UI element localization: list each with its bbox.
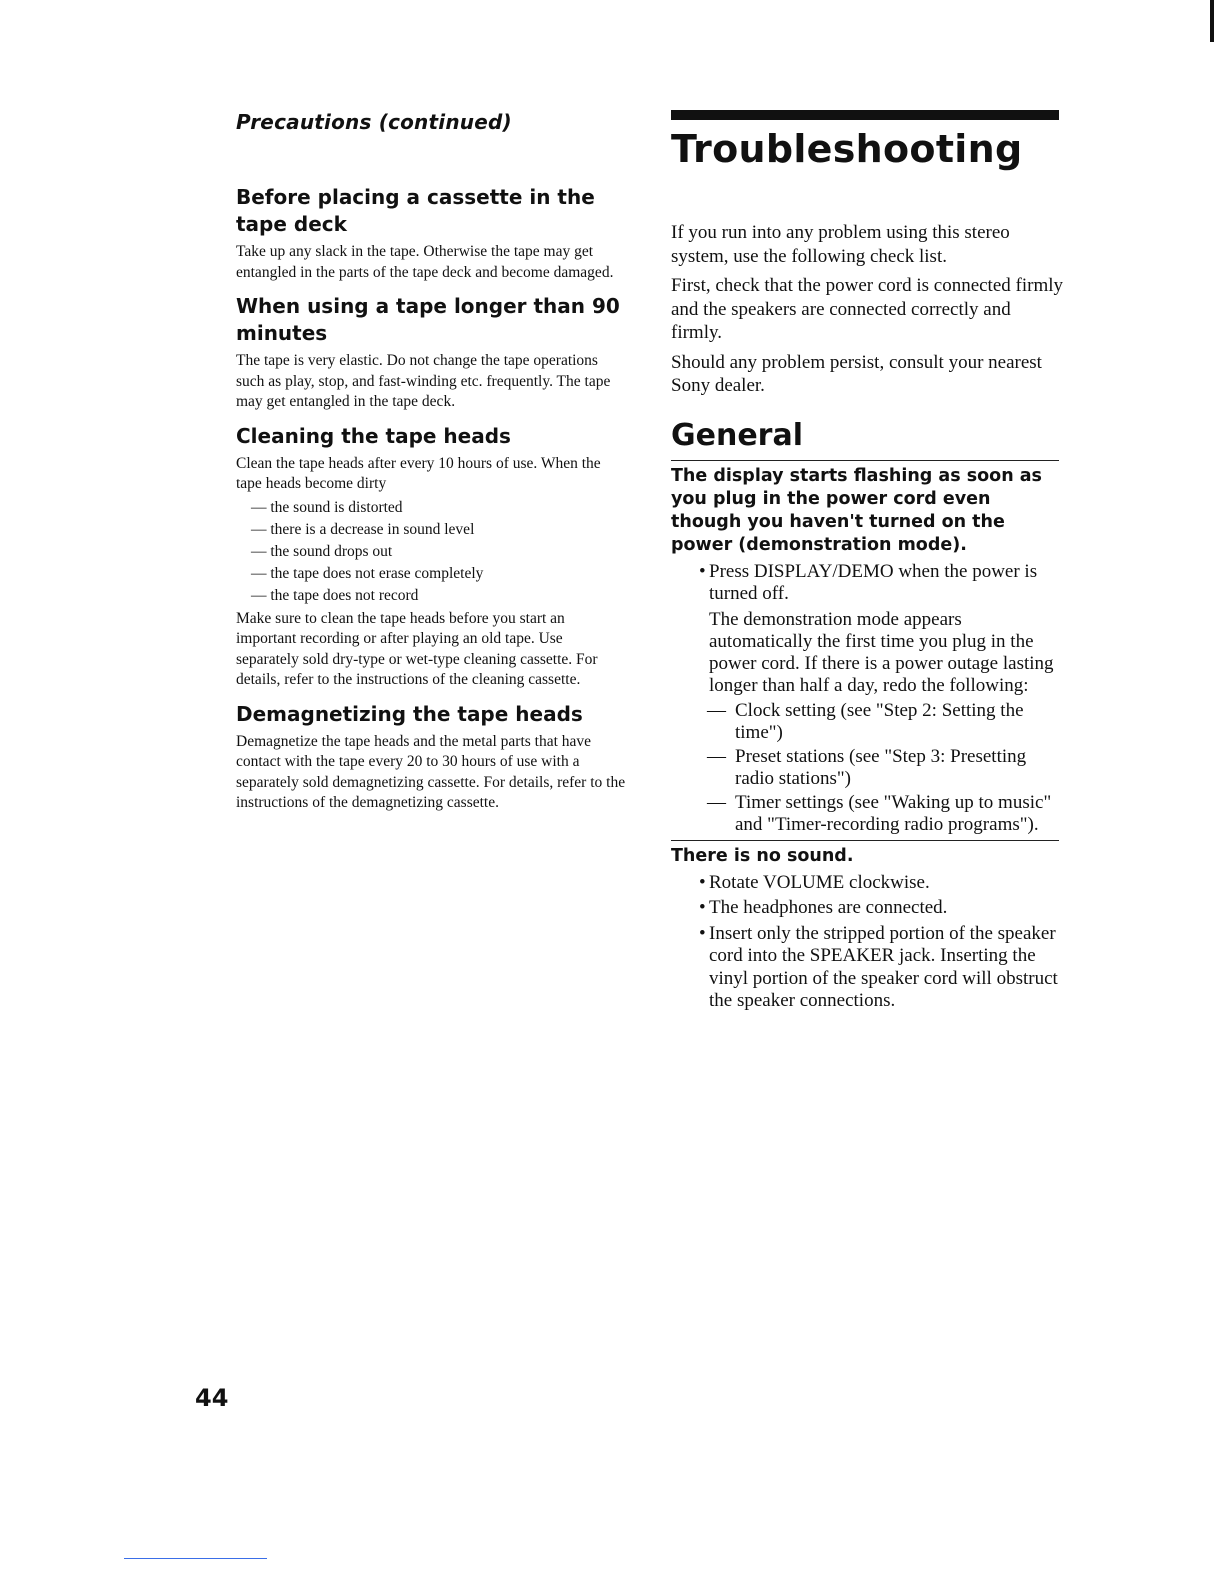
list-item: — Timer settings (see "Waking up to music" and "Timer-recording radio programs"). bbox=[671, 792, 1066, 836]
general-title: General bbox=[671, 417, 803, 453]
section-body: Demagnetize the tape heads and the metal parts that have contact with the tape every 20 to 30 hours of use with a separately sold demagnetizing cassette. For details, refer to the instructions of the demagnetizing cassette. bbox=[236, 732, 626, 811]
solution-item: • Rotate VOLUME clockwise. bbox=[671, 872, 1066, 895]
page-number: 44 bbox=[195, 1384, 229, 1412]
problem-question: There is no sound. bbox=[671, 845, 854, 866]
right-column bbox=[671, 110, 1066, 1016]
section-long-tape bbox=[236, 293, 636, 413]
solution-item: • Press DISPLAY/DEMO when the power is turned off. bbox=[671, 561, 1066, 606]
list-item: — Preset stations (see "Step 3: Presetting radio stations") bbox=[671, 746, 1066, 790]
troubleshooting-title: Troubleshooting bbox=[671, 127, 1023, 171]
section-body: Take up any slack in the tape. Otherwise the tape may get entangled in the parts of the tape deck and become damaged. bbox=[236, 243, 614, 281]
title-bar-rule bbox=[671, 110, 1059, 120]
list-item: — the tape does not erase completely bbox=[236, 563, 636, 585]
left-column bbox=[236, 110, 636, 824]
section-cleaning bbox=[236, 423, 636, 691]
list-item: — the tape does not record bbox=[236, 585, 636, 607]
section-heading: Demagnetizing the tape heads bbox=[236, 701, 583, 726]
section-heading: When using a tape longer than 90 minutes bbox=[236, 294, 620, 345]
redo-list bbox=[671, 700, 1066, 836]
intro-paragraph: First, check that the power cord is connected firmly and the speakers are connected correctly and firmly. bbox=[671, 275, 1064, 343]
precautions-title: Precautions (continued) bbox=[236, 110, 512, 134]
problem-demo-mode bbox=[671, 465, 1066, 836]
intro-paragraph: Should any problem persist, consult your nearest Sony dealer. bbox=[671, 351, 1042, 396]
symptom-list bbox=[236, 497, 636, 607]
solution-item: • The headphones are connected. bbox=[671, 897, 1066, 920]
section-heading: Before placing a cassette in the tape deck bbox=[236, 185, 595, 236]
bottom-edge-line bbox=[124, 1558, 267, 1559]
intro-paragraph: If you run into any problem using this stereo system, use the following check list. bbox=[671, 222, 1010, 267]
solution-item: • Insert only the stripped portion of the speaker cord into the SPEAKER jack. Inserting the vinyl portion of the speaker cord will obstruct the speaker connections. bbox=[671, 923, 1066, 1013]
problem-no-sound bbox=[671, 845, 1066, 1013]
section-heading: Cleaning the tape heads bbox=[236, 423, 511, 448]
section-outro: Make sure to clean the tape heads before you start an important recording or after playing an old tape. Use separately sold dry-type or wet-type cleaning cassette. For details, refer to the instructions of the cleaning cassette. bbox=[236, 609, 598, 688]
section-demagnetizing bbox=[236, 701, 636, 814]
list-item: — the sound drops out bbox=[236, 541, 636, 563]
section-rule bbox=[671, 840, 1059, 841]
solution-list bbox=[671, 872, 1066, 1013]
list-item: — Clock setting (see "Step 2: Setting the time") bbox=[671, 700, 1066, 744]
section-before-placing bbox=[236, 184, 636, 283]
list-item: — the sound is distorted bbox=[236, 497, 636, 519]
section-body: The tape is very elastic. Do not change the tape operations such as play, stop, and fast-winding etc. frequently. The tape may get entangled in the tape deck. bbox=[236, 352, 611, 410]
page-edge-mark bbox=[1210, 0, 1214, 42]
problem-question: The display starts flashing as soon as you plug in the power cord even though you haven't turned on the power (demonstration mode). bbox=[671, 465, 1042, 555]
solution-note: The demonstration mode appears automatically the first time you plug in the power cord. If there is a power outage lasting longer than half a day, redo the following: bbox=[709, 608, 1054, 696]
list-item: — there is a decrease in sound level bbox=[236, 519, 636, 541]
solution-list bbox=[671, 561, 1066, 606]
section-intro: Clean the tape heads after every 10 hours of use. When the tape heads become dirty bbox=[236, 454, 601, 492]
section-rule bbox=[671, 460, 1059, 461]
